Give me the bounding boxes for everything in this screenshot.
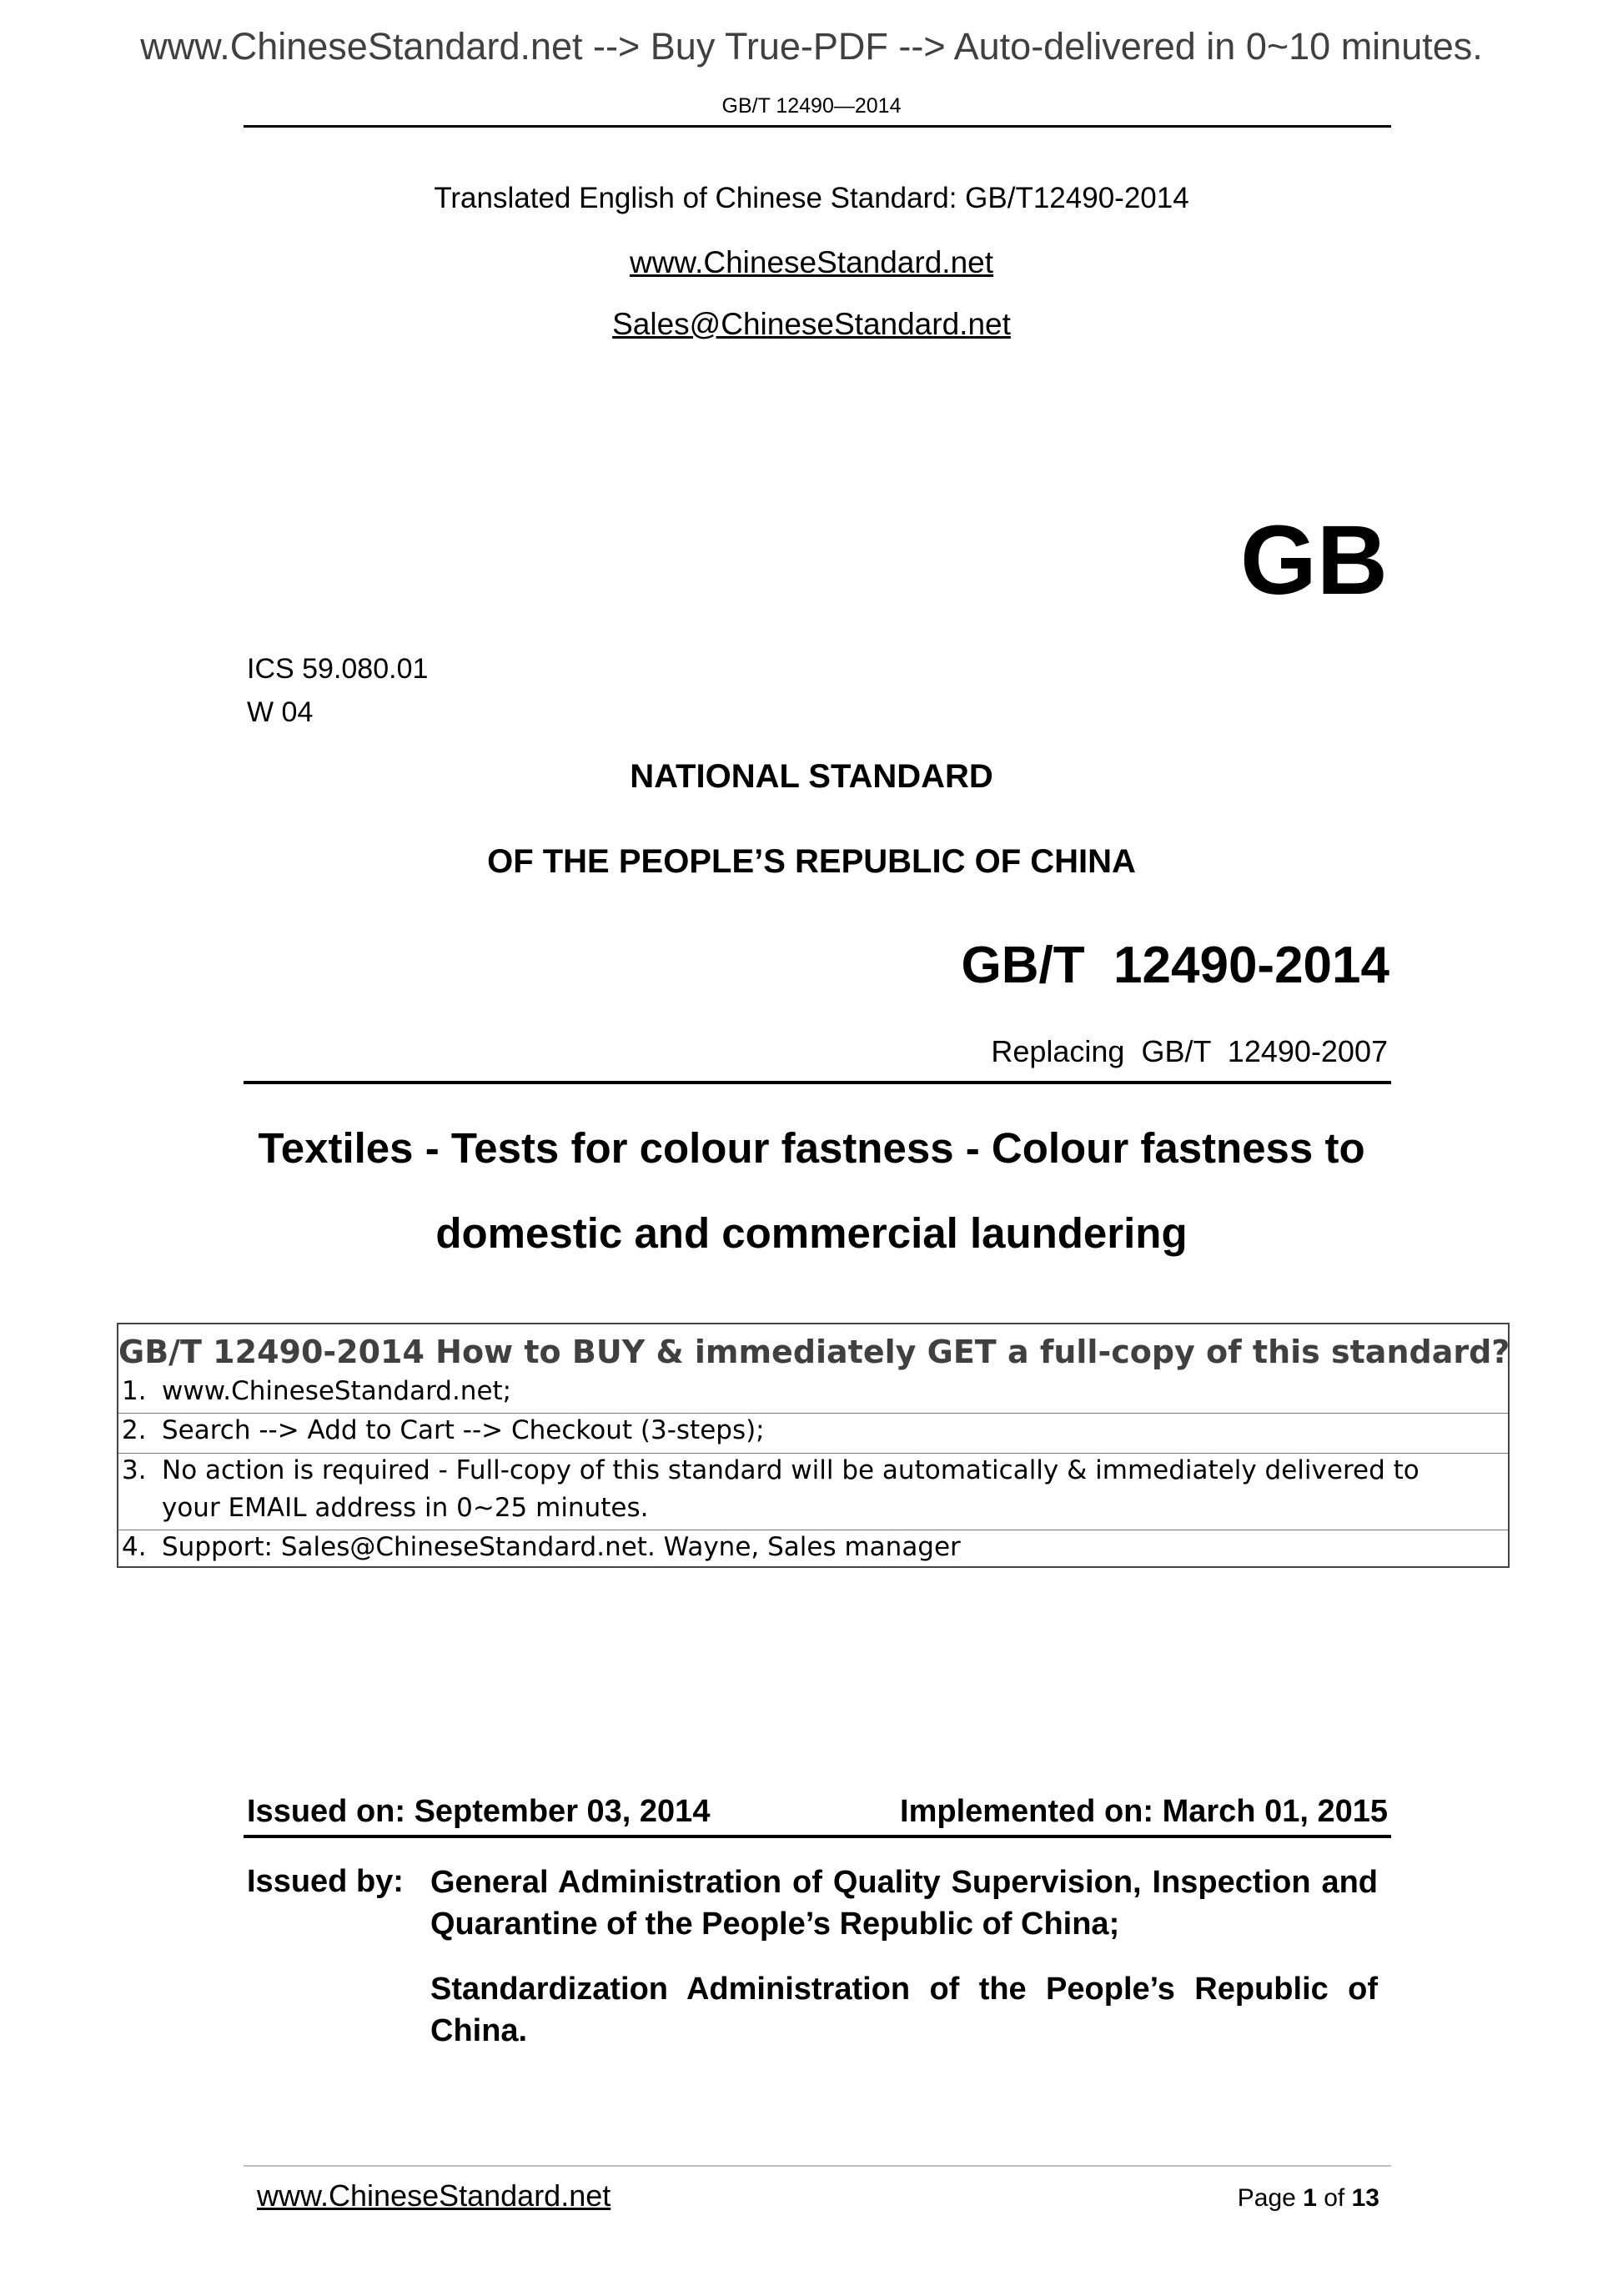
buy-instructions-box [117, 1323, 1510, 1568]
step-number: 2. [122, 1415, 147, 1445]
page-total: 13 [1351, 2184, 1379, 2212]
website-link-wrap [0, 244, 1623, 282]
republic-heading: OF THE PEOPLE’S REPUBLIC OF CHINA [487, 843, 1136, 880]
email-link-wrap [0, 305, 1623, 344]
buy-step-3 [118, 1453, 1508, 1485]
page-indicator [1238, 2182, 1379, 2215]
translated-line: Translated English of Chinese Standard: GB/T12490-2014 [434, 182, 1189, 214]
footer-rule [244, 2165, 1391, 2167]
issuer-2: Standardization Administration of the People’s Republic of China. [430, 1972, 1378, 2048]
page-label: Page [1237, 2184, 1296, 2212]
step-text[interactable]: www.ChineseStandard.net; [162, 1376, 512, 1406]
implemented-on-date: Implemented on: March 01, 2015 [900, 1794, 1388, 1829]
document-title-line2: domestic and commercial laundering [435, 1209, 1188, 1257]
website-link[interactable]: www.ChineseStandard.net [629, 245, 994, 279]
gb-mark: GB [1240, 505, 1388, 615]
issuer-1: General Administration of Quality Supervision, Inspection and Quarantine of the People’s Republic of China; [430, 1865, 1378, 1942]
national-standard-heading: NATIONAL STANDARD [630, 758, 993, 795]
page-of: of [1324, 2184, 1345, 2212]
email-link[interactable]: Sales@ChineseStandard.net [612, 307, 1011, 341]
footer-website-link[interactable]: www.ChineseStandard.net [257, 2178, 611, 2213]
header-standard-code: GB/T 12490—2014 [721, 94, 902, 118]
dates-rule [244, 1835, 1391, 1838]
buy-step-2 [118, 1413, 1508, 1445]
step-number: 1. [122, 1376, 147, 1406]
page-current: 1 [1303, 2184, 1317, 2212]
document-title-line1: Textiles - Tests for colour fastness - Colour fastness to [258, 1124, 1365, 1172]
step-text[interactable]: Support: Sales@ChineseStandard.net. Wayne, Sales manager [162, 1532, 961, 1562]
step-text: No action is required - Full-copy of this standard will be automatically & immediately delivered to [162, 1455, 1419, 1485]
w-code: W 04 [247, 696, 314, 728]
header-rule [244, 125, 1391, 128]
top-banner: www.ChineseStandard.net --> Buy True-PDF --> Auto-delivered in 0~10 minutes. [140, 25, 1483, 68]
issued-on-date: Issued on: September 03, 2014 [247, 1794, 711, 1829]
step-number: 4. [122, 1532, 147, 1562]
ics-code: ICS 59.080.01 [247, 653, 429, 685]
replacing-standard: Replacing GB/T 12490-2007 [991, 1034, 1388, 1068]
step-number: 3. [122, 1455, 147, 1485]
step-text: Search --> Add to Cart --> Checkout (3-steps); [162, 1415, 765, 1445]
issued-by-label: Issued by: [247, 1864, 404, 1899]
step-text: your EMAIL address in 0~25 minutes. [162, 1493, 649, 1523]
buy-box-title: GB/T 12490-2014 How to BUY & immediately GET a full-copy of this standard? [118, 1334, 1510, 1370]
title-rule [244, 1081, 1391, 1084]
standard-number: GB/T 12490-2014 [961, 937, 1389, 994]
